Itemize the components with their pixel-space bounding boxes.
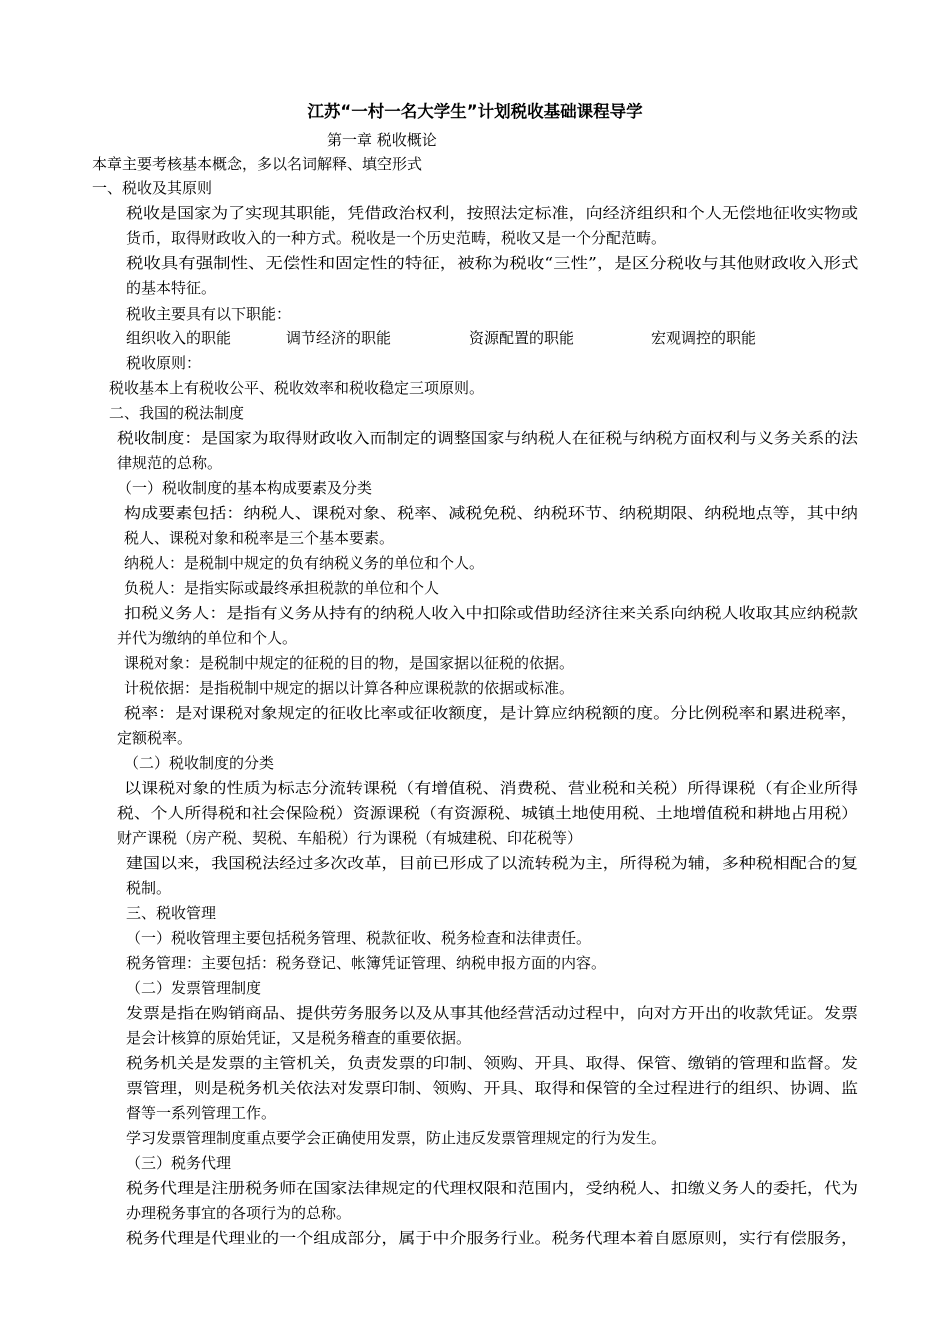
subsection-heading: （二）发票管理制度 [126,979,262,997]
text-line: 税收主要具有以下职能： [126,305,292,323]
text-line: 票管理，则是税务机关依法对发票印制、领购、开具、取得和保管的全过程进行的组织、协调、监 [126,1079,859,1097]
text-line: 是会计核算的原始凭证，又是税务稽查的重要依据。 [126,1029,472,1047]
text-line: 并代为缴纳的单位和个人。 [117,629,298,647]
section-heading: 三、税收管理 [126,904,217,922]
text-line: 税务管理：主要包括：税务登记、帐簿凭证管理、纳税申报方面的内容。 [126,954,607,972]
text-line: 计税依据：是指税制中规定的据以计算各种应课税款的依据或标准。 [124,679,575,697]
subsection-heading: （二）税收制度的分类 [124,754,275,772]
text-line: 的基本特征。 [126,279,217,297]
text-line: 税务代理是注册税务师在国家法律规定的代理权限和范围内，受纳税人、扣缴义务人的委托，代为 [126,1179,859,1197]
section-heading: 一、税收及其原则 [92,179,213,197]
text-line: 税、个人所得税和社会保险税）资源课税（有资源税、城镇土地使用税、土地增值税和耕地占用税） [117,804,859,822]
text-line: 建国以来，我国税法经过多次改革，目前已形成了以流转税为主，所得税为辅，多种税相配合的复 [126,854,859,872]
text-line: 负税人：是指实际或最终承担税款的单位和个人 [124,579,440,597]
text-line: 税收制度：是国家为取得财政收入而制定的调整国家与纳税人在征税与纳税方面权利与义务关系的法 [117,429,859,447]
section-heading: 二、我国的税法制度 [109,404,245,422]
text-line: 税率：是对课税对象规定的征收比率或征收额度，是计算应纳税额的度。分比例税率和累进税率， [124,704,859,722]
text-line: 纳税人：是税制中规定的负有纳税义务的单位和个人。 [124,554,485,572]
text-line: 税收基本上有税收公平、税收效率和税收稳定三项原则。 [109,379,485,397]
text-line: 以课税对象的性质为标志分流转课税（有增值税、消费税、营业税和关税）所得课税（有企业所得 [124,779,859,797]
chapter-heading: 第一章 税收概论 [327,131,437,149]
text-line: 财产课税（房产税、契税、车船税）行为课税（有城建税、印花税等） [117,829,583,847]
function-item: 调节经济的职能 [286,329,392,347]
text-line: 发票是指在购销商品、提供劳务服务以及从事其他经营活动过程中，向对方开出的收款凭证。发票 [126,1004,859,1022]
subsection-heading: （一）税收管理主要包括税务管理、税款征收、税务检查和法律责任。 [126,929,592,947]
text-line: 扣税义务人：是指有义务从持有的纳税人收入中扣除或借助经济往来关系向纳税人收取其应纳税款 [124,604,859,622]
text-line: 学习发票管理制度重点要学会正确使用发票，防止违反发票管理规定的行为发生。 [126,1129,667,1147]
function-item: 宏观调控的职能 [651,329,757,347]
function-item: 组织收入的职能 [126,329,232,347]
text-line: 税人、课税对象和税率是三个基本要素。 [124,529,395,547]
text-line: 税收具有强制性、无偿性和固定性的特征，被称为税收“三性”，是区分税收与其他财政收入形式 [126,254,859,272]
subsection-heading: （一）税收制度的基本构成要素及分类 [117,479,373,497]
text-line: 税制。 [126,879,172,897]
text-line: 构成要素包括：纳税人、课税对象、税率、减税免税、纳税环节、纳税期限、纳税地点等，其中纳 [124,504,859,522]
text-line: 税务机关是发票的主管机关，负责发票的印制、领购、开具、取得、保管、缴销的管理和监督。发 [126,1054,859,1072]
subsection-heading: （三）税务代理 [126,1154,232,1172]
text-line: 本章主要考核基本概念，多以名词解释、填空形式 [92,155,423,173]
text-line: 定额税率。 [117,729,193,747]
text-line: 税收是国家为了实现其职能，凭借政治权利，按照法定标准，向经济组织和个人无偿地征收实物或 [126,204,859,222]
text-line: 税收原则： [126,354,202,372]
document-title: 江苏“一村一名大学生”计划税收基础课程导学 [307,102,643,121]
text-line: 税务代理是代理业的一个组成部分，属于中介服务行业。税务代理本着自愿原则，实行有偿服务， [126,1229,859,1247]
text-line: 课税对象：是税制中规定的征税的目的物，是国家据以征税的依据。 [124,654,575,672]
text-line: 货币，取得财政收入的一种方式。税收是一个历史范畴，税收又是一个分配范畴。 [126,229,667,247]
text-line: 督等一系列管理工作。 [126,1104,277,1122]
text-line: 律规范的总称。 [117,454,223,472]
function-item: 资源配置的职能 [469,329,575,347]
text-line: 办理税务事宜的各项行为的总称。 [126,1204,352,1222]
